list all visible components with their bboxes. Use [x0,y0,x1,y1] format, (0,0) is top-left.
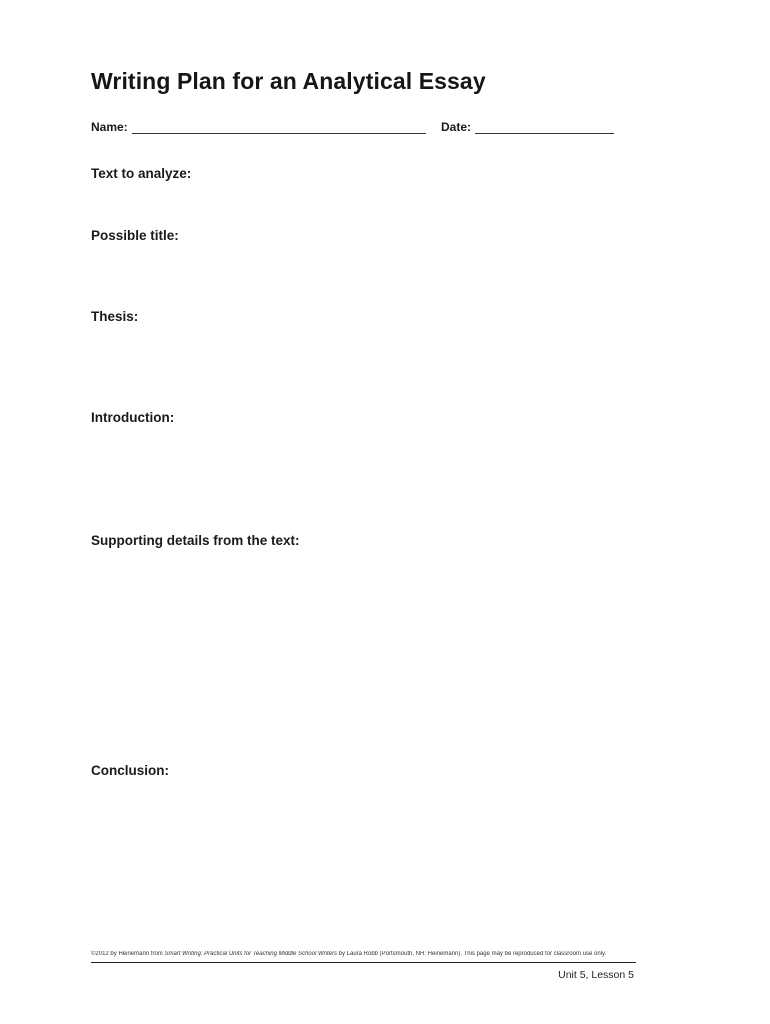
page-title: Writing Plan for an Analytical Essay [91,68,486,94]
section-possible-title: Possible title: [91,228,179,243]
section-supporting-details: Supporting details from the text: [91,533,300,548]
copyright-credit [91,951,636,957]
name-label: Name: [91,120,128,134]
section-introduction: Introduction: [91,410,175,425]
section-text-to-analyze: Text to analyze: [91,166,192,181]
name-field[interactable] [132,133,426,134]
credit-prefix: ©2012 by Heinemann from [91,951,165,957]
footer-divider [91,962,636,963]
credit-suffix: by Laura Robb (Portsmouth, NH: Heinemann). This page may be reproduced for classroom use only. [336,951,607,957]
lesson-label: Unit 5, Lesson 5 [558,969,634,981]
name-date-row [91,120,631,138]
date-label: Date: [441,120,472,134]
section-thesis: Thesis: [91,309,139,324]
date-field[interactable] [475,133,614,134]
section-conclusion: Conclusion: [91,763,169,778]
credit-book-title: Smart Writing: Practical Units for Teaching Middle School Writers [164,951,337,957]
